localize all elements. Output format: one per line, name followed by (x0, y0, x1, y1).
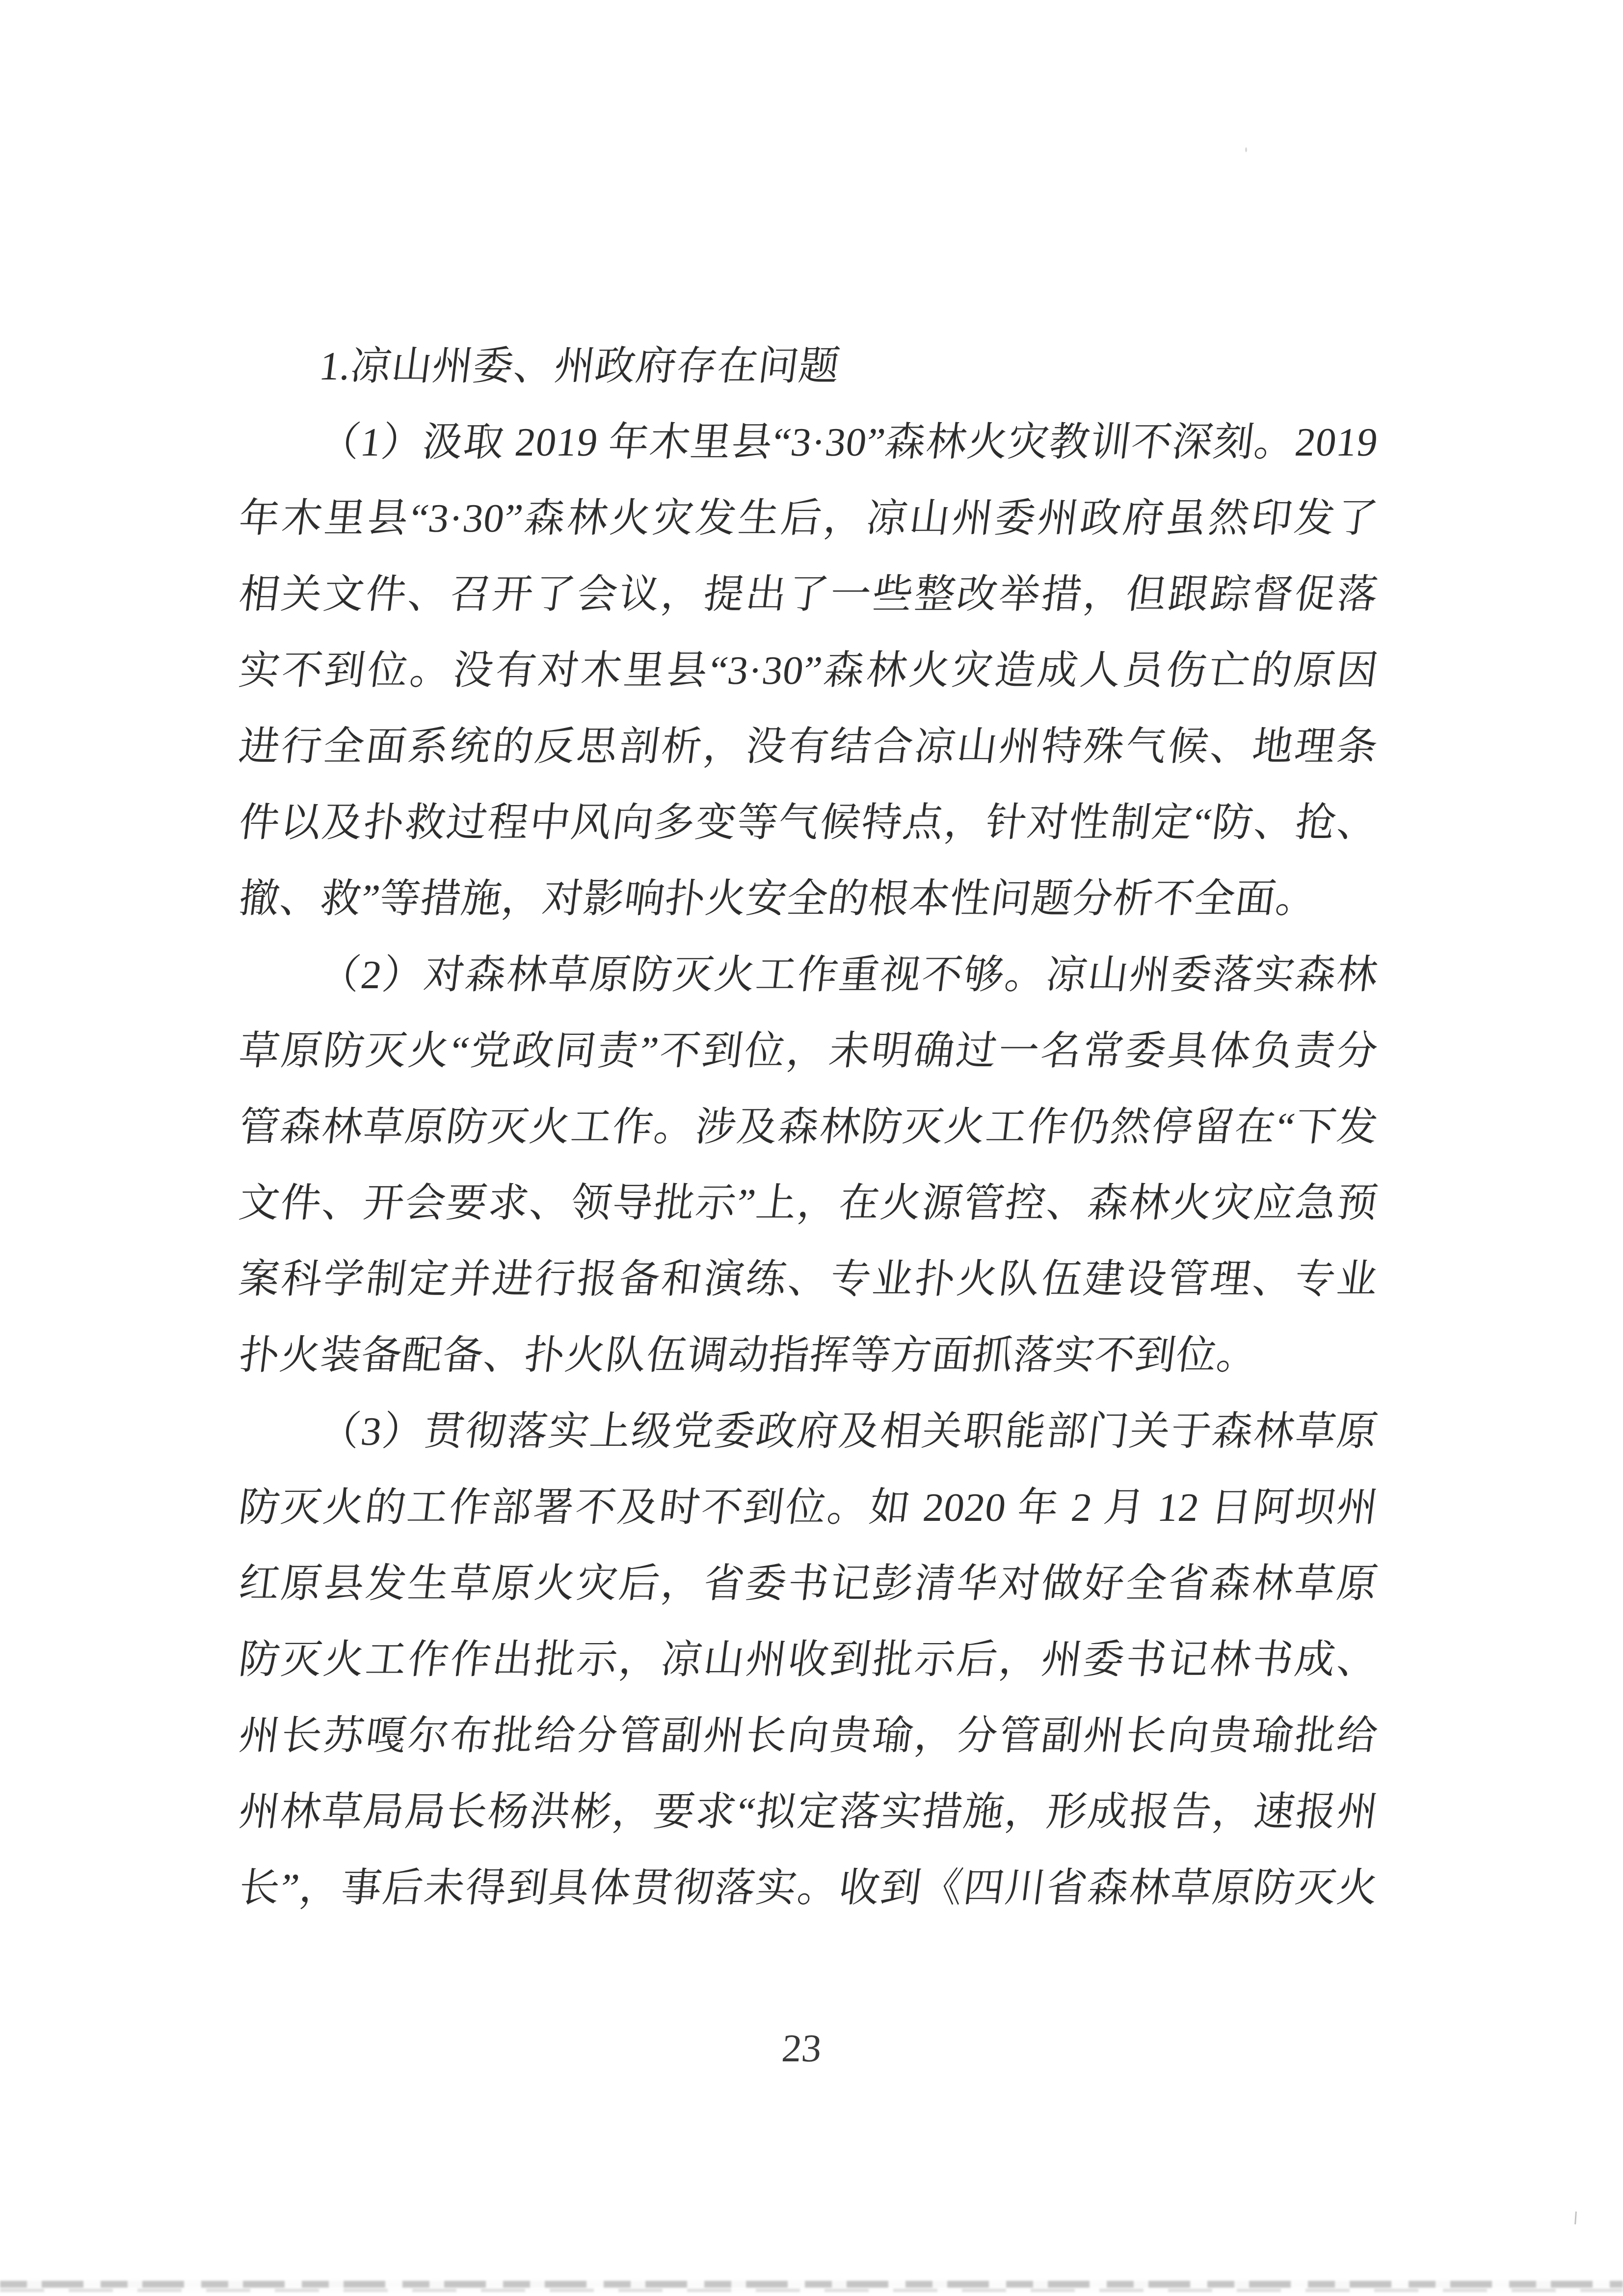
text-line: 实不到位。没有对木里县“3·30”森林火灾造成人员伤亡的原因 (237, 648, 1381, 693)
text-line: （3）贯彻落实上级党委政府及相关职能部门关于森林草原 (317, 1409, 1381, 1454)
text-line: 扑火装备配备、扑火队伍调动指挥等方面抓落实不到位。 (237, 1333, 1261, 1378)
text-line: 长”，事后未得到具体贯彻落实。收到《四川省森林草原防灭火 (237, 1865, 1381, 1910)
text-line: 年木里县“3·30”森林火灾发生后，凉山州委州政府虽然印发了 (237, 496, 1381, 540)
text-line: 案科学制定并进行报备和演练、专业扑火队伍建设管理、专业 (237, 1257, 1381, 1301)
text-line: 草原防灭火“党政同责”不到位，未明确过一名常委具体负责分 (237, 1028, 1381, 1073)
text-line: 文件、开会要求、领导批示”上，在火源管控、森林火灾应急预 (237, 1181, 1381, 1225)
text-line: 件以及扑救过程中风向多变等气候特点，针对性制定“防、抢、 (237, 800, 1381, 845)
page-number: 23 (780, 2027, 824, 2070)
text-line: 防灭火工作作出批示，凉山州收到批示后，州委书记林书成、 (237, 1637, 1381, 1682)
text-line: 撤、救”等措施，对影响扑火安全的根本性问题分析不全面。 (237, 876, 1320, 921)
text-line: 州林草局局长杨洪彬，要求“拟定落实措施，形成报告，速报州 (237, 1789, 1381, 1834)
text-line: 进行全面系统的反思剖析，没有结合凉山州特殊气候、地理条 (237, 724, 1381, 769)
text-line: 相关文件、召开了会议，提出了一些整改举措，但跟踪督促落 (237, 572, 1381, 617)
scan-artifact-band (0, 2281, 1623, 2288)
scan-artifact-speck (1245, 147, 1247, 152)
section-heading: 1.凉山州委、州政府存在问题 (317, 344, 843, 388)
text-line: 管森林草原防灭火工作。涉及森林防灭火工作仍然停留在“下发 (237, 1105, 1381, 1149)
scan-artifact-tick (1574, 2212, 1577, 2224)
scan-artifact-band-lower (0, 2289, 1623, 2292)
text-line: （1）汲取 2019 年木里县“3·30”森林火灾教训不深刻。2019 (317, 420, 1381, 464)
text-line: 红原县发生草原火灾后，省委书记彭清华对做好全省森林草原 (237, 1561, 1381, 1606)
text-line: 州长苏嘎尔布批给分管副州长向贵瑜，分管副州长向贵瑜批给 (237, 1713, 1381, 1758)
text-line: 防灭火的工作部署不及时不到位。如 2020 年 2 月 12 日阿坝州 (237, 1485, 1381, 1530)
text-block (236, 328, 1381, 1926)
text-line: （2）对森林草原防灭火工作重视不够。凉山州委落实森林 (317, 952, 1381, 997)
